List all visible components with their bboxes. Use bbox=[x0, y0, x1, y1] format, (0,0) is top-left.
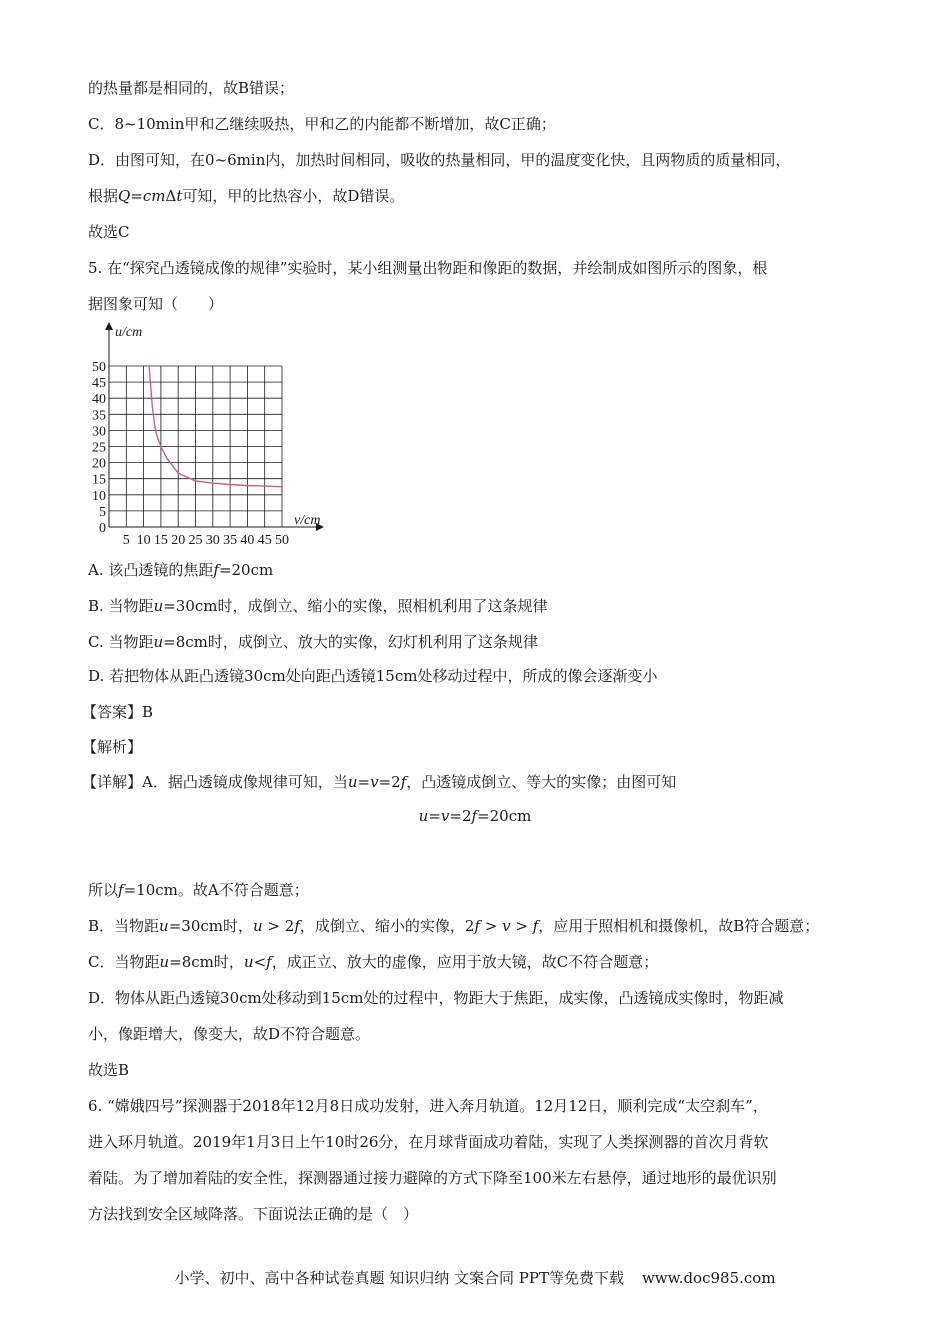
text: 根据 bbox=[88, 187, 119, 205]
text: =30cm时， bbox=[168, 917, 253, 935]
text: =20cm bbox=[477, 807, 532, 825]
var-v: v bbox=[440, 807, 450, 825]
chart-grid bbox=[109, 366, 282, 527]
var-f: f bbox=[471, 807, 478, 825]
var-f: f bbox=[474, 917, 480, 935]
x-axis-label: v/cm bbox=[294, 513, 321, 528]
var-f: f bbox=[294, 917, 300, 935]
q6-line: 方法找到安全区域降落。下面说法正确的是（ ） bbox=[88, 1205, 419, 1223]
var-t: t bbox=[176, 187, 183, 205]
y-tick-label: 20 bbox=[92, 456, 106, 472]
uv-curve bbox=[149, 366, 282, 487]
x-tick-label: 5 bbox=[122, 533, 130, 548]
var-f: f bbox=[400, 773, 407, 791]
analysis-tag: 【解析】 bbox=[82, 738, 143, 756]
text-line: C．8~10min甲和乙继续吸热，甲和乙的内能都不断增加，故C正确； bbox=[88, 115, 556, 133]
text: > bbox=[510, 917, 533, 935]
y-tick-label: 10 bbox=[92, 488, 106, 504]
var-cm: cm bbox=[142, 187, 166, 205]
text: =2 bbox=[378, 773, 401, 791]
question-stem: 5. 在“探究凸透镜成像的规律”实验时，某小组测量出物距和像距的数据，并绘制成如图所示的图象，根 bbox=[88, 259, 768, 277]
var-u: u bbox=[243, 953, 254, 971]
text: ，凸透镜成倒立、等大的实像；由图可知 bbox=[406, 773, 677, 791]
answer-line bbox=[82, 702, 153, 722]
text: 所以 bbox=[88, 881, 119, 899]
y-tick-label: 30 bbox=[92, 424, 106, 440]
var-u: u bbox=[418, 807, 429, 825]
footer-text: 小学、初中、高中各种试卷真题 知识归纳 文案合同 PPT等免费下载 bbox=[174, 1269, 624, 1287]
chart-axes bbox=[109, 326, 320, 527]
equation bbox=[0, 806, 950, 826]
var-f: f bbox=[532, 917, 539, 935]
var-u: u bbox=[153, 633, 164, 651]
var-v: v bbox=[502, 917, 511, 935]
y-tick-label: 15 bbox=[92, 472, 106, 488]
answer-tag: 【答案】 bbox=[82, 703, 143, 721]
text: =30cm时，成倒立、缩小的实像，照相机利用了这条规律 bbox=[163, 597, 548, 615]
text: =8cm时，成倒立、放大的实像，幻灯机利用了这条规律 bbox=[163, 633, 538, 651]
var-f: f bbox=[266, 953, 272, 971]
text: > 2 bbox=[262, 917, 295, 935]
x-tick-labels bbox=[123, 533, 289, 548]
var-u: u bbox=[252, 917, 263, 935]
text: < bbox=[253, 953, 267, 971]
y-tick-label: 40 bbox=[92, 392, 106, 408]
text-line: 的热量都是相同的，故B错误； bbox=[88, 79, 295, 97]
y-tick-label: 50 bbox=[92, 360, 106, 375]
text: C. 当物距 bbox=[88, 633, 154, 651]
x-tick-label: 50 bbox=[275, 533, 289, 548]
x-tick-label: 45 bbox=[257, 533, 272, 548]
text: C．当物距 bbox=[88, 953, 160, 971]
text: =2 bbox=[449, 807, 472, 825]
y-tick-label: 5 bbox=[99, 504, 106, 520]
page-footer bbox=[0, 1268, 950, 1288]
y-tick-label: 35 bbox=[92, 408, 106, 424]
text: = bbox=[130, 187, 143, 205]
x-tick-label: 10 bbox=[136, 533, 151, 548]
detail-tag: 【详解】 bbox=[82, 773, 143, 791]
y-tick-label: 0 bbox=[99, 521, 106, 536]
var-Q: Q bbox=[118, 187, 131, 205]
text: =10cm。故A不符合题意； bbox=[123, 881, 309, 899]
detail-d-cont: 小，像距增大，像变大，故D不符合题意。 bbox=[88, 1025, 371, 1043]
uv-chart bbox=[82, 318, 332, 548]
detail-d: D．物体从距凸透镜30cm处移动到15cm处的过程中，物距大于焦距，成实像，凸透镜成实像时，物距减 bbox=[88, 989, 784, 1007]
text: A．据凸透镜成像规律可知，当 bbox=[142, 773, 348, 791]
option-b bbox=[88, 596, 548, 616]
choose-line: 故选B bbox=[88, 1061, 130, 1079]
var-u: u bbox=[153, 597, 164, 615]
var-v: v bbox=[370, 773, 379, 791]
var-u: u bbox=[347, 773, 358, 791]
x-tick-label: 35 bbox=[223, 533, 238, 548]
text: Δ bbox=[165, 187, 177, 205]
option-a bbox=[88, 560, 273, 580]
text: > bbox=[479, 917, 503, 935]
var-u: u bbox=[159, 953, 170, 971]
var-f: f bbox=[213, 561, 219, 579]
detail-b bbox=[88, 916, 819, 936]
text: = bbox=[428, 807, 441, 825]
q6-line: 6. “嫦娥四号”探测器于2018年12月8日成功发射，进入奔月轨道。12月12日，顺利完成“太空刹车”， bbox=[88, 1097, 768, 1115]
text: =8cm时， bbox=[169, 953, 244, 971]
text: 可知，甲的比热容小，故D错误。 bbox=[182, 187, 405, 205]
q6-line: 着陆。为了增加着陆的安全性，探测器通过接力避障的方式下降至100米左右悬停，通过地形的最优识别 bbox=[88, 1169, 777, 1187]
x-tick-label: 20 bbox=[171, 533, 186, 548]
footer-link[interactable]: www.doc985.com bbox=[641, 1269, 776, 1287]
question-stem: 据图象可知（ ） bbox=[88, 295, 224, 313]
text-line: D．由图可知，在0~6min内，加热时间相同，吸收的热量相同，甲的温度变化快，且两物质的质量相同， bbox=[88, 151, 791, 169]
text: ，成正立、放大的虚像，应用于放大镜，故C不符合题意； bbox=[271, 953, 659, 971]
detail-c bbox=[88, 952, 658, 972]
y-tick-label: 25 bbox=[92, 440, 106, 456]
x-tick-label: 30 bbox=[205, 533, 220, 548]
y-axis-label: u/cm bbox=[115, 325, 143, 340]
text: ，应用于照相机和摄像机，故B符合题意； bbox=[538, 917, 820, 935]
y-tick-label: 45 bbox=[92, 376, 106, 392]
detail-so bbox=[88, 880, 309, 900]
x-tick-label: 40 bbox=[240, 533, 255, 548]
text: B．当物距 bbox=[88, 917, 160, 935]
var-f: f bbox=[118, 881, 124, 899]
var-u: u bbox=[159, 917, 169, 935]
x-tick-label: 25 bbox=[188, 533, 203, 548]
text: =20cm bbox=[218, 561, 274, 579]
option-c bbox=[88, 632, 538, 652]
text: B. 当物距 bbox=[88, 597, 154, 615]
text: A. 该凸透镜的焦距 bbox=[88, 561, 214, 579]
q6-line: 进入环月轨道。2019年1月3日上午10时26分，在月球背面成功着陆，实现了人类探测器的首次月背软 bbox=[88, 1133, 769, 1151]
option-d: D. 若把物体从距凸透镜30cm处向距凸透镜15cm处移动过程中，所成的像会逐渐变小 bbox=[88, 667, 658, 685]
x-tick-label: 15 bbox=[153, 533, 168, 548]
text: ，成倒立、缩小的实像，2 bbox=[299, 917, 475, 935]
text-line: 故选C bbox=[88, 223, 130, 241]
answer-value: B bbox=[142, 703, 154, 721]
y-tick-labels bbox=[92, 360, 106, 536]
text-line bbox=[88, 186, 404, 206]
detail-a bbox=[82, 772, 676, 792]
text: = bbox=[357, 773, 371, 791]
